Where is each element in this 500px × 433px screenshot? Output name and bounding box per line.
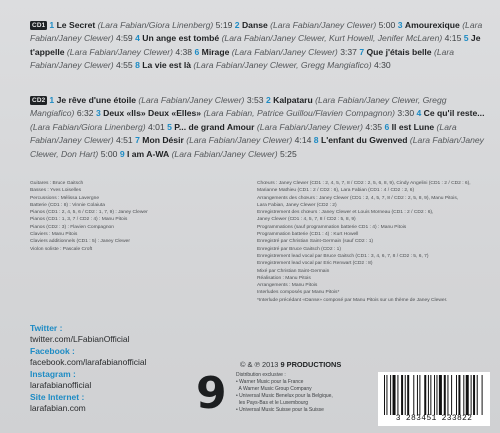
barcode-bar	[473, 375, 475, 415]
track-number: 3	[95, 108, 101, 119]
credit-line: Lara Fabian, Janey Clewer (CD2 : 2)	[257, 202, 337, 208]
credit-line: Claviers : Manu Pitois	[30, 232, 78, 238]
track-authors: (Lara Fabian/Janey Clewer)	[66, 46, 173, 57]
copyright-text: © & ℗ 2013	[240, 360, 279, 369]
credit-line: Arrangements : Manu Pitois	[257, 283, 318, 289]
link-label: Twitter :	[30, 323, 63, 333]
link-url: facebook.com/larafabianofficial	[30, 356, 147, 367]
track-item	[49, 20, 232, 30]
track-number: 7	[359, 46, 365, 57]
distribution-line: • Universal Music Suisse pour la Suisse	[236, 407, 324, 413]
credit-line: Enregistrement des chœurs : Janey Clewer et Louis Morneau (CD1 : 2 / CD2 : 6),	[257, 210, 434, 216]
track-duration: 5:00	[100, 148, 118, 159]
credit-line: Enregistrement lead vocal par Eric Renwart (CD2 : 8)	[257, 261, 373, 267]
credit-line: Claviers additionnels (CD1 : 5) : Janey Clewer	[30, 239, 131, 245]
track-authors: (Lara Fabian/Janey Clewer)	[270, 20, 377, 30]
track-duration: 4:55	[115, 60, 133, 71]
link-block	[30, 346, 230, 367]
track-duration: 4:01	[148, 121, 165, 132]
barcode-bar	[424, 375, 426, 415]
credit-line: Mixé par Christian Saint-Germain	[257, 268, 330, 274]
track-title: P... de grand Amour	[174, 121, 255, 132]
credit-line: Chœurs : Janey Clewer (CD1 : 2, 4, 5, 7, 8 / CD2 : 2, 5, 6, 8, 9), Cindy Angelini (CD1 : 2 / CD2 : 6),	[257, 181, 471, 186]
track-number: 2	[234, 20, 240, 30]
track-title: Deux «Ils» Deux «Elles»	[103, 108, 202, 119]
barcode-bar	[428, 375, 429, 415]
credit-line: Marianne Mathieu (CD1 : 2 / CD2 : 6), Lara Fabian (CD1 : 4 / CD2 : 2, 6)	[257, 188, 415, 194]
link-label: Site Internet :	[30, 392, 85, 402]
credit-line: Violon soliste : Pascale Croft	[30, 246, 93, 252]
track-authors: (Lara Fabian/Janey Clewer)	[30, 46, 455, 71]
credit-line: Guitares : Bruce Gaitsch	[30, 181, 84, 186]
barcode-bar	[405, 375, 406, 415]
distribution-line: les Pays-Bas et le Luxembourg	[236, 400, 308, 406]
track-number: 5	[463, 33, 469, 44]
barcode	[384, 375, 484, 415]
credit-line: Enregistré par Bruce Gaitsch (CD2 : 1)	[257, 246, 341, 252]
track-number: 4	[416, 108, 422, 119]
disc2-tracklist	[30, 94, 492, 161]
track-duration: 4:51	[115, 135, 133, 146]
track-duration: 4:30	[373, 60, 391, 71]
track-title: La vie est là	[142, 60, 192, 71]
barcode-bar	[436, 375, 437, 415]
link-label: Facebook :	[30, 346, 75, 356]
track-authors: (Lara Fabian/Janey Clewer)	[256, 121, 363, 132]
barcode-bar	[456, 375, 457, 415]
track-title: Danse	[241, 20, 268, 30]
track-authors: (Lara Fabian/Giora Linenberg)	[97, 20, 214, 30]
disc1-tracklist	[30, 19, 492, 73]
disc-badge: CD1	[32, 22, 46, 29]
track-duration: 5:25	[280, 148, 297, 159]
credit-line: Basses : Yves Loiselles	[30, 188, 82, 194]
track-title: Mon Désir	[142, 135, 184, 146]
link-url: twitter.com/LFabianOfficial	[30, 333, 130, 344]
barcode-bar	[430, 375, 431, 415]
credit-line: Pianos (CD2 : 3) : Flavien Compagnon	[30, 224, 114, 230]
barcode-area	[378, 372, 490, 426]
link-url: larafabianofficial	[30, 379, 92, 390]
credit-line: Interludes composés par Manu Pitois*	[257, 290, 340, 296]
track-title: Un ange est tombé	[142, 33, 220, 44]
track-authors: (Lara Fabian/Janey Clewer)	[186, 135, 293, 146]
track-authors: (Lara Fabian, Patrice Guillou/Flavien Compagnon)	[203, 108, 395, 119]
credits-musicians	[30, 180, 170, 253]
distribution-line: • Warner Music pour la France	[236, 379, 304, 385]
track-item	[96, 108, 414, 118]
track-number: 8	[313, 135, 319, 146]
track-authors: (Lara Fabian/Giora Linenberg)	[30, 121, 146, 132]
credit-line: Programmations (sauf programmation batterie CD1 : 4) : Manu Pitois	[257, 224, 407, 230]
barcode-bar	[477, 375, 478, 415]
barcode-bar	[482, 375, 483, 415]
credit-line: Pianos (CD1 : 1, 3, 7 / CD2 : 4) : Manu Pitois	[30, 217, 128, 223]
label-name: 9 PRODUCTIONS	[280, 360, 342, 369]
track-duration: 5:19	[215, 20, 233, 30]
track-number: 3	[397, 20, 403, 30]
barcode-bar	[384, 375, 385, 415]
barcode-bar	[471, 375, 472, 415]
credit-line: Enregistré par Christian Saint-Germain (sauf CD2 : 1)	[257, 239, 374, 245]
link-label: Instagram :	[30, 369, 76, 379]
track-title: Le Secret	[56, 20, 96, 30]
track-duration: 5:00	[378, 20, 396, 30]
track-item	[194, 47, 356, 57]
barcode-bar	[407, 375, 409, 415]
distribution-line: Distribution exclusive :	[236, 372, 286, 378]
track-authors: (Lara Fabian/Janey Clewer)	[138, 95, 245, 105]
barcode-bar	[417, 375, 418, 415]
barcode-bar	[463, 375, 464, 415]
barcode-bar	[413, 375, 414, 415]
disc-badge: CD2	[32, 97, 46, 104]
track-number: 6	[194, 46, 200, 57]
credit-line: Janey Clewer (CD1 : 4, 5, 7, 8 / CD2 : 5, 8, 9)	[257, 217, 356, 223]
barcode-bar	[434, 375, 435, 415]
track-number: 6	[384, 121, 390, 132]
track-number: 8	[135, 60, 140, 71]
barcode-bar	[451, 375, 452, 415]
track-duration: 4:35	[365, 121, 383, 132]
label-logo: 9	[196, 368, 227, 419]
barcode-bar	[397, 375, 398, 415]
track-authors: (Lara Fabian/Janey Clewer, Kurt Howell, Jenifer McLaren)	[221, 33, 443, 44]
copyright	[240, 360, 341, 369]
credit-line: Enregistrement lead vocal par Bruce Gaitsch (CD1 : 3, 4, 6, 7, 8 / CD2 : 5, 6, 7)	[257, 253, 429, 259]
track-duration: 4:38	[175, 46, 193, 57]
barcode-bar	[419, 375, 420, 415]
track-number: 5	[167, 121, 172, 132]
track-title: Que j'étais belle	[366, 46, 432, 57]
track-authors: (Lara Fabian/Janey Clewer)	[171, 148, 278, 159]
track-item	[120, 149, 297, 159]
track-item	[135, 135, 311, 145]
track-title: I am A-WA	[126, 148, 170, 159]
track-title: Kalpataru	[273, 95, 313, 105]
track-duration: 3:37	[340, 46, 357, 57]
track-number: 1	[49, 20, 55, 30]
track-number: 1	[49, 95, 55, 105]
track-authors: (Lara Fabian/Janey Clewer)	[30, 20, 483, 44]
barcode-bar	[390, 375, 391, 415]
track-item	[135, 33, 461, 43]
credit-line: Pianos (CD1 : 2, 4, 5, 6 / CD2 : 1, 7, 9) : Janey Clewer	[30, 210, 148, 216]
track-title: L'enfant du Gwenved	[320, 135, 408, 146]
track-number: 2	[265, 95, 271, 105]
track-title: Amourexique	[404, 20, 460, 30]
distribution-line: • Universal Music Benelux pour la Belgique,	[236, 393, 333, 399]
track-duration: 3:53	[246, 95, 264, 105]
track-duration: 4:59	[115, 33, 133, 44]
barcode-bar	[393, 375, 396, 415]
track-title: Je rêve d'une étoile	[56, 95, 136, 105]
barcode-bar	[444, 375, 446, 415]
track-item	[49, 95, 263, 105]
track-authors: (Lara Fabian/Janey Clewer)	[30, 121, 457, 146]
barcode-bar	[401, 375, 403, 415]
barcode-digits: 3 283451 233822	[395, 414, 473, 423]
track-title: Mirage	[201, 46, 230, 57]
barcode-bar	[447, 375, 448, 415]
track-item	[167, 122, 382, 132]
track-item	[135, 60, 391, 70]
track-authors: (Lara Fabian/Janey Clewer, Don Hart)	[30, 135, 484, 159]
credit-line: Percussions : Mélissa Lavergne	[30, 195, 100, 201]
distribution-line: A Warner Music Group Company	[236, 386, 312, 392]
barcode-bar	[458, 375, 460, 415]
track-authors: (Lara Fabian/Janey Clewer, Gregg Mangiafico)	[30, 95, 447, 119]
credit-line: Arrangements des chœurs : Janey Clewer (CD1 : 2, 4, 5, 7, 8 / CD2 : 2, 5, 8, 9), Manu Pitois,	[257, 195, 459, 201]
track-number: 4	[135, 33, 140, 44]
credit-line: Batterie (CD1 : 8) : Vinnie Colaiuta	[30, 202, 105, 208]
track-duration: 6:32	[76, 108, 94, 119]
link-block	[30, 323, 230, 344]
track-authors: (Lara Fabian/Janey Clewer, Gregg Mangiafico)	[193, 60, 372, 71]
track-authors: (Lara Fabian/Janey Clewer)	[231, 46, 338, 57]
track-title: Je t'appelle	[30, 33, 481, 57]
barcode-bar	[439, 375, 442, 415]
credits-production	[257, 180, 497, 304]
barcode-bar	[466, 375, 469, 415]
barcode-bar	[386, 375, 387, 415]
link-url: larafabian.com	[30, 402, 86, 413]
credit-line: Réalisation : Manu Pitois	[257, 275, 311, 281]
track-number: 7	[135, 135, 140, 146]
track-title: Il est Lune	[391, 121, 435, 132]
track-duration: 4:14	[294, 135, 312, 146]
credit-line: *Interlude précédant «Danse» composé par Manu Pitois sur un thème de Janey Clewer.	[257, 297, 448, 303]
track-duration: 3:30	[397, 108, 415, 119]
track-title: Ce qu'il reste...	[423, 108, 485, 119]
track-item	[235, 20, 396, 30]
track-duration: 4:15	[444, 33, 462, 44]
track-number: 9	[119, 148, 125, 159]
credit-line: Programmation batterie (CD1 : 4) : Kurt Howell	[257, 232, 359, 238]
